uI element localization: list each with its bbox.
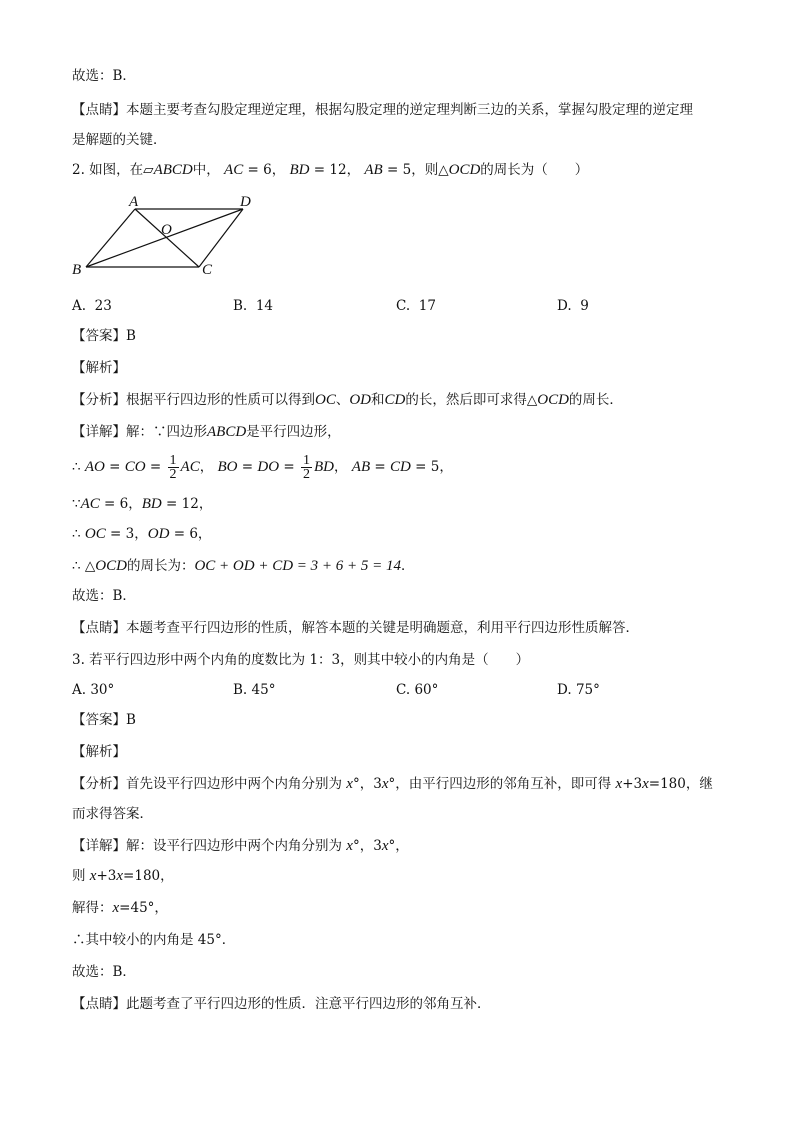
q2-comment: 【点睛】本题考查平行四边形的性质，解答本题的关键是明确题意，利用平行四边形性质解答． bbox=[72, 620, 639, 636]
q3-detail-2: 则 x+3x=180， bbox=[72, 868, 174, 884]
diagonal-ac bbox=[135, 209, 199, 267]
vertex-c-label: C bbox=[202, 262, 213, 278]
question-3-stem: 3. 若平行四边形中两个内角的度数比为 1：3，则其中较小的内角是（ ） bbox=[72, 652, 530, 668]
q2-option-a: A. 23 bbox=[72, 298, 112, 314]
q2-option-d: D. 9 bbox=[557, 298, 589, 314]
q2-analysis: 【分析】根据平行四边形的性质可以得到OC、OD和CD的长，然后即可求得△OCD的周长． bbox=[72, 392, 623, 408]
q2-answer: 【答案】B bbox=[72, 328, 136, 344]
q3-answer: 【答案】B bbox=[72, 712, 136, 728]
q3-comment: 【点睛】此题考查了平行四边形的性质．注意平行四边形的邻角互补． bbox=[72, 996, 491, 1012]
q3-analysis-2: 而求得答案． bbox=[72, 806, 153, 822]
q3-option-d: D. 75° bbox=[557, 682, 600, 698]
fraction-half: $\frac{1}{2}$ bbox=[169, 453, 177, 482]
q3-analysis-1: 【分析】首先设平行四边形中两个内角分别为 x°，3x°，由平行四边形的邻角互补，即可得 x+3x=180，继 bbox=[72, 776, 713, 792]
vertex-a-label: A bbox=[129, 194, 139, 210]
q2-detail-4: ∴ OC = 3，OD = 6， bbox=[72, 526, 212, 542]
choice-line: 故选：B． bbox=[72, 68, 136, 84]
q3-choice: 故选：B． bbox=[72, 964, 136, 980]
q2-detail-3: ∵AC = 6，BD = 12， bbox=[72, 496, 213, 512]
q3-detail-1: 【详解】解：设平行四边形中两个内角分别为 x°，3x°， bbox=[72, 838, 409, 854]
q3-detail-3: 解得：x=45°， bbox=[72, 900, 168, 916]
q3-detail-4: ∴其中较小的内角是 45°． bbox=[72, 932, 236, 948]
q3-option-b: B. 45° bbox=[233, 682, 276, 698]
fraction-half: $\frac{1}{2}$ bbox=[303, 453, 310, 482]
q3-jiexi: 【解析】 bbox=[72, 744, 126, 760]
q2-option-c: C. 17 bbox=[396, 298, 436, 314]
comment-line-cont: 是解题的关键． bbox=[72, 132, 167, 148]
vertex-d-label: D bbox=[240, 194, 251, 210]
question-2-stem: 2. 如图，在▱ABCD中， AC = 6， BD = 12， AB = 5，则△OCD的周长为（ ） bbox=[72, 162, 589, 178]
q2-detail-1: 【详解】解：∵四边形ABCD是平行四边形， bbox=[72, 424, 341, 440]
q2-jiexi: 【解析】 bbox=[72, 360, 126, 376]
vertex-o-label: O bbox=[161, 222, 172, 238]
parallelogram-figure bbox=[66, 192, 266, 284]
q2-detail-2: ∴ AO = CO = $\frac{1}{2}$ AC， BO = DO = $\frac{1}{2}$ BD， AB = CD = 5， bbox=[72, 453, 453, 482]
vertex-b-label: B bbox=[72, 262, 82, 278]
q3-option-a: A. 30° bbox=[72, 682, 115, 698]
q2-detail-5: ∴ △OCD的周长为：OC + OD + CD = 3 + 6 + 5 = 14． bbox=[72, 558, 415, 574]
q2-option-b: B. 14 bbox=[233, 298, 273, 314]
q3-option-c: C. 60° bbox=[396, 682, 439, 698]
q2-choice: 故选：B． bbox=[72, 588, 136, 604]
comment-line: 【点睛】本题主要考查勾股定理逆定理，根据勾股定理的逆定理判断三边的关系，掌握勾股定理的逆定理 bbox=[72, 102, 693, 118]
diagonal-bd bbox=[86, 209, 243, 267]
